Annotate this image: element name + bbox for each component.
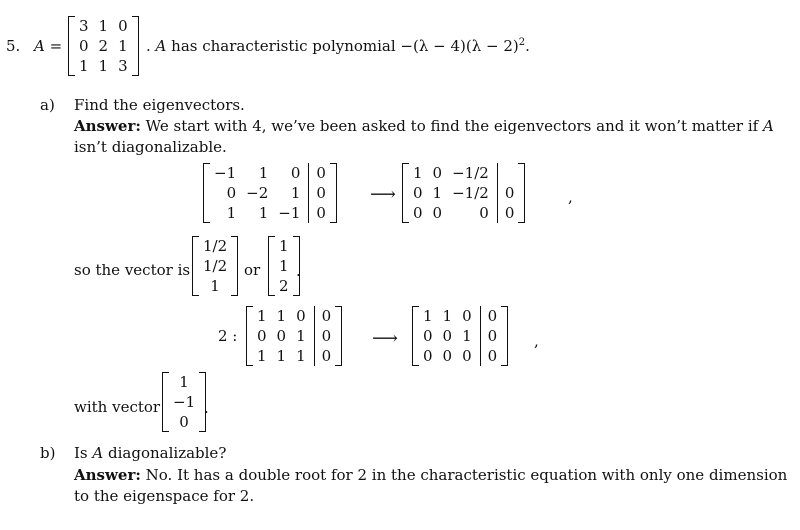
cell: 1 <box>258 164 269 182</box>
cell: 0 <box>309 203 331 223</box>
part-b-answer-line1 <box>74 466 787 484</box>
cell: 0 <box>497 203 519 223</box>
cell: 1 <box>276 307 287 325</box>
comma: , <box>568 188 573 206</box>
stmt-A: A <box>155 37 167 55</box>
row-reduce-1-left <box>203 163 337 223</box>
cell: 1 <box>296 347 306 365</box>
cell: 1 <box>98 17 109 35</box>
cell: 0 <box>309 163 331 183</box>
cell: −1 <box>214 164 237 182</box>
part-a-answer-line1 <box>74 117 774 135</box>
problem-number: 5. <box>6 37 21 55</box>
cell: 0 <box>314 326 336 346</box>
eigenvector-3 <box>162 372 206 432</box>
cell: 0 <box>423 327 433 345</box>
eig2-label: 2 : <box>218 327 238 345</box>
cell: 0 <box>497 183 519 203</box>
cell: 0 <box>257 327 267 345</box>
matrix-A <box>68 16 139 76</box>
cell: 0 <box>480 306 502 326</box>
cell: 0 <box>442 327 453 345</box>
cell: 0 <box>462 307 472 325</box>
row-reduce-1-right <box>402 163 525 223</box>
cell: −1 <box>173 393 196 411</box>
cell: 1 <box>290 184 301 202</box>
cell: 1 <box>462 327 472 345</box>
cell: 0 <box>432 204 443 222</box>
cell: 0 <box>480 346 502 366</box>
problem-statement <box>146 37 530 55</box>
period: . <box>296 262 301 280</box>
matrix-lhs: A = <box>34 37 63 55</box>
cell: 1 <box>442 307 453 325</box>
cell: 0 <box>432 164 443 182</box>
rr1-right-table <box>408 163 519 223</box>
arrow-icon: ⟶ <box>372 328 398 349</box>
cell: 0 <box>442 347 453 365</box>
cell: −2 <box>246 184 269 202</box>
stmt-part: has characteristic polynomial −(λ − 4)(λ − 2) <box>166 37 519 55</box>
cell: 0 <box>118 17 128 35</box>
answer-label: Answer: <box>74 117 141 135</box>
stmt-part: . <box>146 37 156 55</box>
cell: 0 <box>413 204 423 222</box>
answer-text: We start with 4, we’ve been asked to find the eigenvectors and it won’t matter if <box>140 117 763 135</box>
cell: 0 <box>314 306 336 326</box>
cell: 1 <box>257 307 267 325</box>
cell: 0 <box>290 164 301 182</box>
vec3-table <box>168 372 200 432</box>
cell: 0 <box>462 347 472 365</box>
part-b-label: b) <box>40 444 56 462</box>
cell: 1 <box>413 164 423 182</box>
cell: 2 <box>279 277 289 295</box>
eigenvector-1 <box>192 236 238 296</box>
q-part: diagonalizable? <box>103 444 227 462</box>
vector-intro: so the vector is <box>74 261 191 279</box>
cell: 1 <box>279 257 289 275</box>
stmt-exponent: 2 <box>518 37 526 48</box>
cell: 2 <box>98 37 109 55</box>
cell: 1 <box>79 57 89 75</box>
period: . <box>204 399 209 417</box>
comma: , <box>534 332 539 350</box>
cell: 0 <box>479 204 489 222</box>
stmt-end: . <box>525 37 530 55</box>
cell: 0 <box>480 326 502 346</box>
or-text: or <box>244 261 261 279</box>
cell: 1 <box>118 37 128 55</box>
cell: 3 <box>79 17 89 35</box>
cell: 0 <box>413 184 423 202</box>
cell: 1 <box>276 347 287 365</box>
cell: 1 <box>210 277 220 295</box>
matrix-A-table <box>74 16 133 76</box>
part-b-answer-line2: to the eigenspace for 2. <box>74 487 255 505</box>
cell: 0 <box>296 307 306 325</box>
cell: −1/2 <box>452 184 489 202</box>
cell: 1 <box>296 327 306 345</box>
part-b-question <box>74 444 226 462</box>
cell: 0 <box>276 327 287 345</box>
cell: 1 <box>423 307 433 325</box>
cell: 1 <box>226 204 237 222</box>
vec1-table <box>198 236 232 296</box>
cell: 1 <box>98 57 109 75</box>
cell: 1 <box>179 373 189 391</box>
eigenvector-2 <box>268 236 300 296</box>
row-reduce-2-left <box>246 306 342 366</box>
cell: 0 <box>79 37 89 55</box>
row-reduce-2-right <box>412 306 508 366</box>
arrow-icon: ⟶ <box>370 184 396 205</box>
cell: 1/2 <box>203 237 228 255</box>
cell: 1 <box>432 184 443 202</box>
cell: 1 <box>257 347 267 365</box>
cell: 1/2 <box>203 257 228 275</box>
answer-A: A <box>762 117 774 135</box>
cell <box>497 163 519 183</box>
rr1-left-table <box>209 163 331 223</box>
rr2-right-table <box>418 306 502 366</box>
q-A: A <box>92 444 104 462</box>
cell: 1 <box>258 204 269 222</box>
cell: 0 <box>179 413 189 431</box>
part-a-question: Find the eigenvectors. <box>74 96 245 114</box>
answer-text: No. It has a double root for 2 in the characteristic equation with only one dimension <box>140 466 788 484</box>
cell: 0 <box>309 183 331 203</box>
cell: 0 <box>314 346 336 366</box>
cell: −1 <box>278 204 301 222</box>
answer-label: Answer: <box>74 466 141 484</box>
cell: 0 <box>423 347 433 365</box>
cell: 3 <box>118 57 128 75</box>
vector-intro-2: with vector <box>74 398 161 416</box>
vec2-table <box>274 236 294 296</box>
cell: 0 <box>226 184 237 202</box>
rr2-left-table <box>252 306 336 366</box>
part-a-answer-line2: isn’t diagonalizable. <box>74 138 227 156</box>
cell: 1 <box>279 237 289 255</box>
part-a-label: a) <box>40 96 55 114</box>
q-part: Is <box>74 444 93 462</box>
cell: −1/2 <box>452 164 489 182</box>
